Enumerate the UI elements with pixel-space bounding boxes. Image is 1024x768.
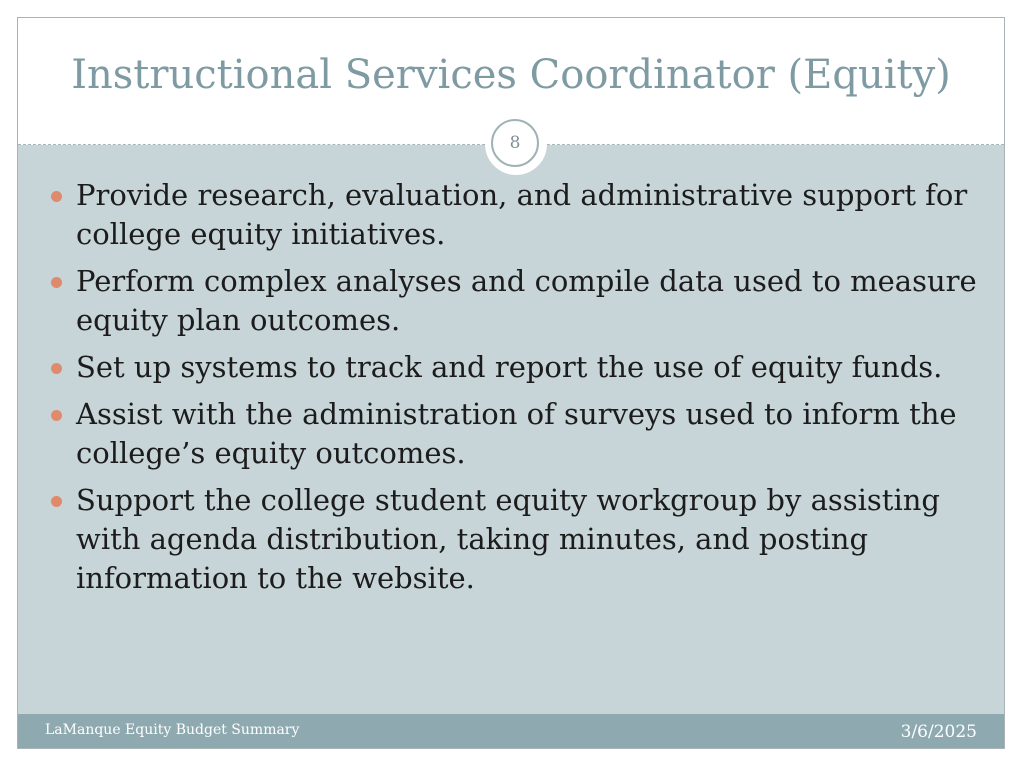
bullet-item xyxy=(48,262,988,340)
bullet-dot-icon xyxy=(51,191,62,202)
bullet-dot-icon xyxy=(51,277,62,288)
bullet-dot-icon xyxy=(51,410,62,421)
bullet-item xyxy=(48,395,988,473)
bullet-text: Provide research, evaluation, and administrative support for college equity initiatives. xyxy=(76,178,968,251)
bullet-text: Support the college student equity workgroup by assisting with agenda distribution, taking minutes, and posting information to the website. xyxy=(76,483,940,595)
slide-title: Instructional Services Coordinator (Equity) xyxy=(71,52,951,98)
bullet-text: Perform complex analyses and compile data used to measure equity plan outcomes. xyxy=(76,264,977,337)
slide xyxy=(17,17,1005,749)
slide-footer xyxy=(18,714,1004,748)
bullet-item xyxy=(48,348,988,387)
bullet-text: Set up systems to track and report the use of equity funds. xyxy=(76,350,943,384)
bullet-dot-icon xyxy=(51,363,62,374)
bullet-dot-icon xyxy=(51,496,62,507)
page-number-badge: 8 xyxy=(491,119,539,167)
bullet-item xyxy=(48,481,988,598)
bullet-item xyxy=(48,176,988,254)
bullet-text: Assist with the administration of surveys used to inform the college’s equity outcomes. xyxy=(76,397,957,470)
bullet-list xyxy=(48,176,988,606)
footer-date: 3/6/2025 xyxy=(900,722,977,742)
footer-presentation-title: LaManque Equity Budget Summary xyxy=(45,722,300,738)
